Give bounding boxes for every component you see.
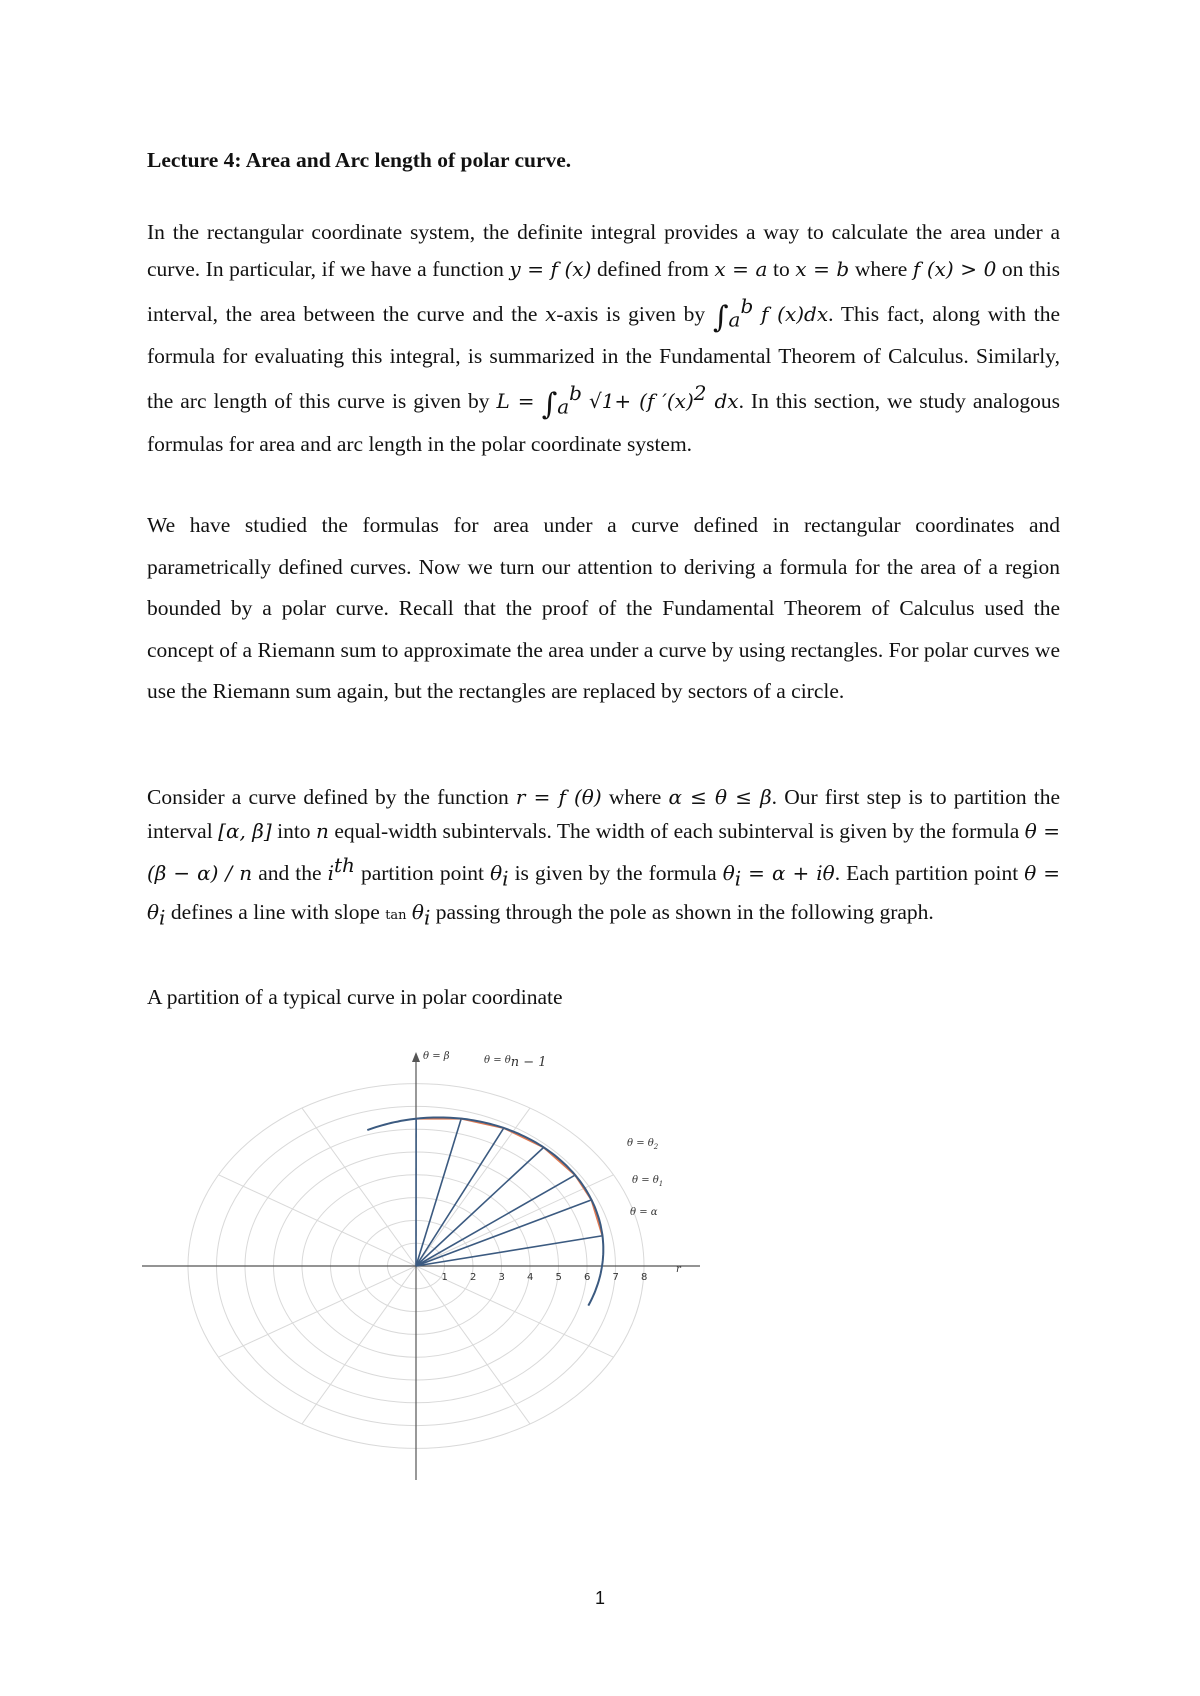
math-i: i [327,861,334,886]
paragraph-partition [147,780,1060,935]
label-theta-2: $\theta = \theta_2$ [627,1138,659,1151]
lecture-heading: Lecture 4: Area and Arc length of polar curve. [147,148,572,172]
text-run: where [608,785,669,809]
text-run: into [277,819,317,843]
integral-sign-2: ∫ [541,387,558,423]
math-arc-integrand: √1+ (f ′(x) [588,389,694,414]
math-tan: tan [385,908,407,924]
text-run: . Each partition point [834,861,1025,886]
math-theta-range: α ≤ θ ≤ β [668,785,772,809]
text-run: defined from [596,257,715,281]
math-sub-i: i [502,866,509,891]
integral2-upper: b [569,381,582,406]
integral-sign: ∫ [712,300,729,336]
math-integrand: f (x)dx [761,302,829,327]
integral-upper: b [740,294,754,318]
tick-label: 3 [498,1272,505,1283]
text-run: defines a line with slope [170,900,386,925]
tick-label: 4 [527,1272,534,1283]
polar-partition-figure [140,1040,710,1480]
vertical-axis-arrow [412,1052,420,1062]
text-run: where [854,257,913,281]
math-theta: θ [722,861,735,886]
integral2-lower: a [557,394,570,419]
tick-labels [442,1272,648,1283]
label-theta-n-minus-1: θ = θn − 1 [484,1055,547,1070]
polar-curve [367,1118,603,1306]
text-run: . Our first step is to partition the interval [147,785,1060,843]
text-run: . This fact, along with the formula for evaluating this integral, is summarized in the Fundamental Theorem of Calculus. Similarly, the arc length of this curve is given by [147,302,1061,414]
math-interval: [α, β] [218,819,272,843]
text-run: equal-width subintervals. The width of each subinterval is given by the formula [328,819,1025,843]
grid-spoke [219,1266,416,1357]
partition-ray [416,1200,592,1266]
grid-spoke [219,1175,416,1266]
text-run: on this interval, the area between the curve and the [147,257,1061,327]
text-run: Consider a curve defined by the function [147,785,516,809]
text-run: is given by the formula [514,861,723,886]
grid-spoke [302,1108,416,1266]
axis-label-r: r [676,1264,681,1275]
text-run: -axis is given by [556,302,713,327]
label-theta-beta: θ = β [423,1051,450,1062]
text-run: In the rectangular coordinate system, the definite integral provides a way to calculate the area under a curve. In particular, if we have a function [147,220,1060,281]
math-theta: θ [411,900,424,925]
math-y-eq-fx: y = f (x) [509,257,592,281]
math-theta: θ [490,861,503,886]
tick-label: 7 [612,1272,619,1283]
paragraph-riemann: We have studied the formulas for area under a curve defined in rectangular coordinates and parametrically defined curves. Now we turn our attention to deriving a formula for the area of a region bounded by a polar curve. Recall that the proof of the Fundamental Theorem of Calculus used the concept of a Riemann sum to approximate the area under a curve by using rectangles. For polar curves we use the Riemann sum again, but the rectangles are replaced by sectors of a circle. [147,513,1060,703]
math-sub-i: i [159,905,166,930]
math-exponent: 2 [693,381,707,406]
grid-spoke [302,1266,416,1424]
text-run: . In this section, we study analogous formulas for area and arc length in the polar coordinate system. [147,389,1060,456]
page-number: 1 [594,1588,605,1608]
tick-label: 6 [584,1272,591,1283]
figure-caption: A partition of a typical curve in polar coordinate [147,985,563,1009]
label-theta-1: $\theta = \theta_1$ [632,1175,664,1188]
math-fx-positive: f (x) > 0 [912,257,997,281]
math-sub-i: i [734,866,742,891]
math-L-eq: L = [496,389,535,414]
integral-lower: a [728,307,741,332]
math-x-eq-b: x = b [795,257,850,281]
tick-label: 8 [641,1272,648,1283]
math-x-eq-a: x = a [714,257,768,281]
math-dx: dx [706,389,739,414]
tick-label: 5 [555,1272,562,1283]
math-width-formula: θ = (β − α) / n [147,819,1061,886]
text-run: to [773,257,796,281]
math-x-var: x [545,302,557,327]
text-run: and the [258,861,328,886]
math-sub-i: i [423,905,431,930]
math-r-eq-f-theta: r = f (θ) [515,785,602,809]
math-n: n [316,819,329,843]
math-partition-formula: = α + iθ [741,861,835,886]
text-run: partition point [360,861,491,886]
grid-spoke [416,1266,530,1424]
math-theta-eq-theta-i: θ = θ [147,861,1061,925]
text-run: passing through the pole as shown in the following graph. [435,900,934,925]
tick-label: 2 [470,1272,477,1283]
tick-label: 1 [441,1272,448,1283]
label-theta-alpha: θ = α [630,1207,658,1218]
math-th: th [333,853,355,877]
paragraph-intro [147,214,1060,463]
